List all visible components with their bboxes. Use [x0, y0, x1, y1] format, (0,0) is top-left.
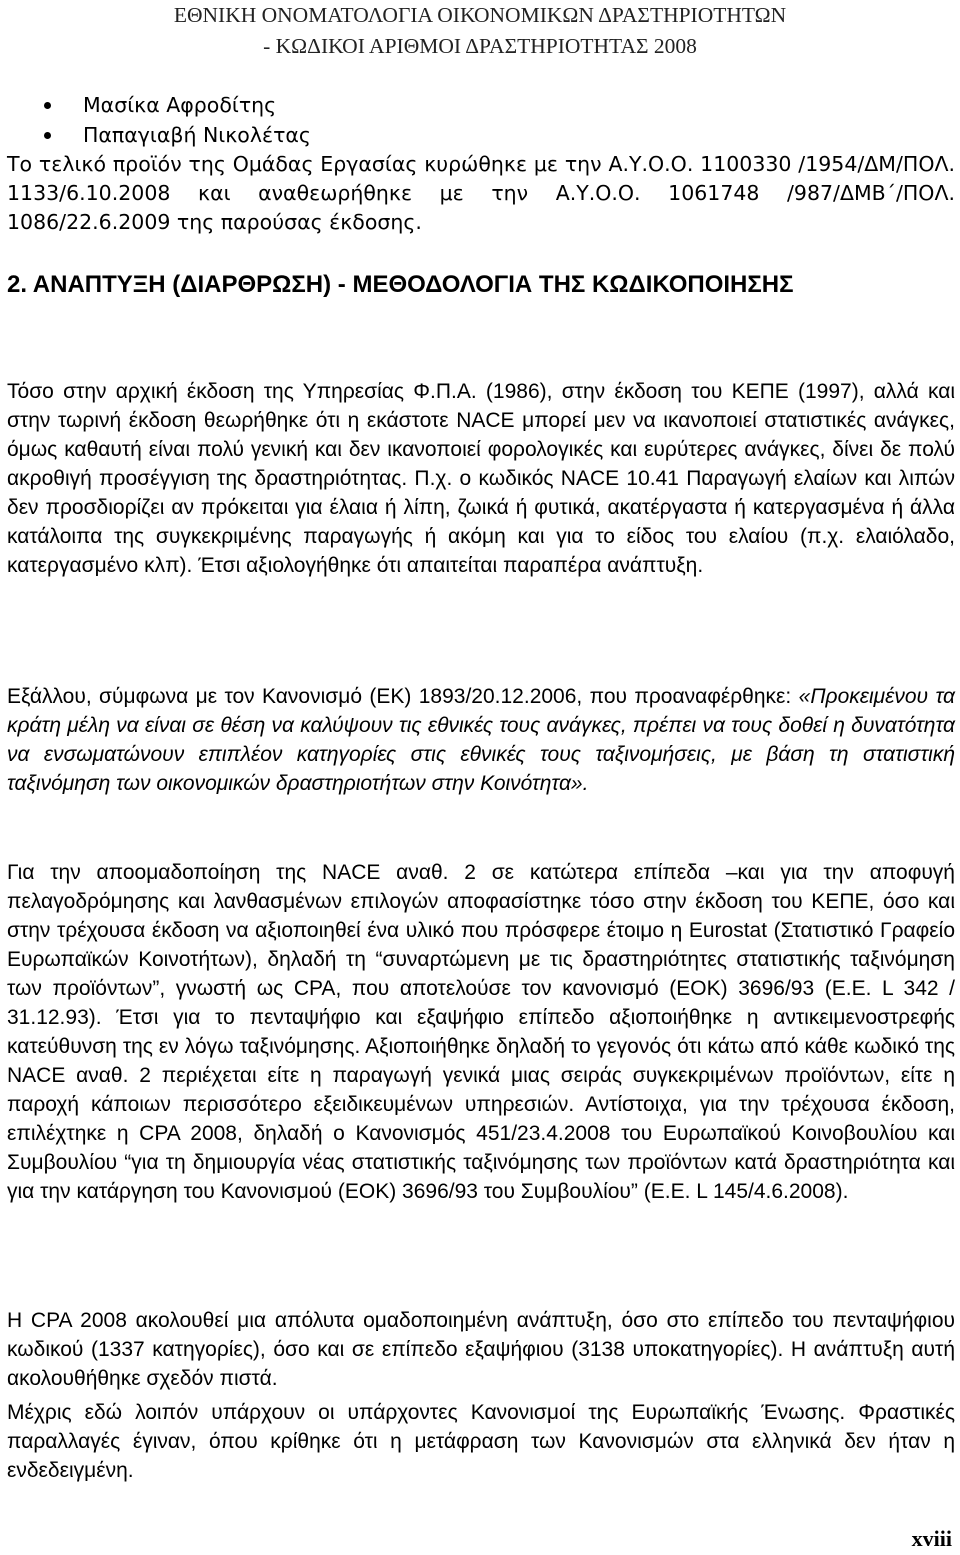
paragraph-4: Η CPA 2008 ακολουθεί μια απόλυτα ομαδοποιημένη ανάπτυξη, όσο στο επίπεδο του πενταψήφιου κωδικού (1337 κατηγορίες), όσο και σε επίπεδο εξαψήφιου (3138 υποκατηγορίες). Η ανάπτυξη αυτή ακολουθήθηκε σχεδόν πιστά. — [7, 1309, 955, 1390]
bullet-list — [0, 90, 960, 150]
paragraph-2 — [7, 682, 955, 798]
page-number: xviii — [911, 1526, 952, 1551]
bullet-icon — [44, 132, 51, 139]
header-line-1: ΕΘΝΙΚΗ ΟΝΟΜΑΤΟΛΟΓΙΑ ΟΙΚΟΝΟΜΙΚΩΝ ΔΡΑΣΤΗΡΙΟΤΗΤΩΝ — [173, 3, 787, 27]
list-item — [0, 90, 960, 120]
bullet-icon — [44, 102, 51, 109]
list-item-text: Μασίκα Αφροδίτης — [83, 93, 277, 117]
section-heading: 2. ΑΝΑΠΤΥΞΗ (ΔΙΑΡΘΡΩΣΗ) - ΜΕΘΟΔΟΛΟΓΙΑ ΤΗΣ ΚΩΔΙΚΟΠΟΙΗΣΗΣ — [7, 271, 794, 298]
paragraph-1: Τόσο στην αρχική έκδοση της Υπηρεσίας Φ.Π.Α. (1986), στην έκδοση του ΚΕΠΕ (1997), αλλά και στην τωρινή έκδοση θεωρήθηκε ότι η εκάστοτε NACE μπορεί μεν να ικανοποιεί στατιστικές ανάγκες, όμως καθαυτή είναι πολύ γενική και δεν ικανοποιεί φορολογικές και ευρύτερες ανάγκες, δίνει δε πολύ ακροθιγή προσέγγιση της δραστηριότητας. Π.χ. ο κωδικός NACE 10.41 Παραγωγή ελαίων και λιπών δεν προσδιορίζει αν πρόκειται για έλαια ή λίπη, ζωικά ή φυτικά, ακατέργαστα ή κατεργασμένα ή άλλα κατάλοιπα της συγκεκριμένης παραγωγής ή ακόμη και για το είδος του ελαίου (π.χ. ελαιόλαδο, κατεργασμένο κλπ). Έτσι αξιολογήθηκε ότι απαιτείται παραπέρα ανάπτυξη. — [7, 380, 955, 577]
list-item-text: Παπαγιαβή Νικολέτας — [83, 123, 311, 147]
header-line-2: - ΚΩΔΙΚΟΙ ΑΡΙΘΜΟΙ ΔΡΑΣΤΗΡΙΟΤΗΤΑΣ 2008 — [263, 34, 697, 58]
paragraph-3: Για την αποομαδοποίηση της NACE αναθ. 2 σε κατώτερα επίπεδα –και για την αποφυγή πελαγοδρόμησης και λανθασμένων επιλογών αποφασίστηκε τόσο στην έκδοση του ΚΕΠΕ, όσο και στην τρέχουσα έκδοση να αξιοποιηθεί ένα υλικό που πρόσφερε έτοιμο η Eurostat (Στατιστικό Γραφείο Ευρωπαϊκών Κοινοτήτων), δηλαδή τη “συναρτώμενη με τις δραστηριότητες στατιστικής ταξινόμηση των προϊόντων”, γνωστή ως CPA, που αποτελούσε τον κανονισμό (ΕΟΚ) 3696/93 (Ε.Ε. L 342 / 31.12.93). Έτσι για το πενταψήφιο και εξαψήφιο επίπεδο αξιοποιήθηκε η αντικειμενοστρεφής κατεύθυνση της εν λόγω ταξινόμησης. Αξιοποιήθηκε δηλαδή το γεγονός ότι κάτω από κάθε κωδικό της NACE αναθ. 2 περιέχεται είτε η παραγωγή γενικά μιας σειράς συγκεκριμένων προϊόντων, είτε η παροχή κάποιων περισσότερο εξειδικευμένων υπηρεσιών. Αντίστοιχα, για την τρέχουσα έκδοση, επιλέχτηκε η CPA 2008, δηλαδή ο Κανονισμός 451/23.4.2008 του Ευρωπαϊκού Κοινοβουλίου και Συμβουλίου “για τη δημιουργία νέας στατιστικής ταξινόμησης των προϊόντων κατά δραστηριότητα και για την κατάργηση του Κανονισμού (ΕΟΚ) 3696/93 του Συμβουλίου” (Ε.Ε. L 145/4.6.2008). — [7, 861, 955, 1203]
list-item — [0, 120, 960, 150]
paragraph-2-lead: Εξάλλου, σύμφωνα με τον Κανονισμό (ΕΚ) 1893/20.12.2006, που προαναφέρθηκε: — [7, 685, 792, 708]
regulation-quote: «Προκειμένου τα κράτη μέλη να είναι σε θέση να καλύψουν τις εθνικές τους ανάγκες, πρέπει να τους δοθεί η δυνατότητα να ενσωματώνουν επιπλέον κατηγορίες στις εθνικές τους ταξινομήσεις, με βάση τη στατιστική ταξινόμηση των οικονομικών δραστηριοτήτων στην Κοινότητα». — [7, 685, 956, 795]
running-header — [30, 0, 930, 62]
intro-paragraph: Το τελικό προϊόν της Ομάδας Εργασίας κυρώθηκε με την Α.Υ.Ο.Ο. 1100330 /1954/ΔΜ/ΠΟΛ. 1133/6.10.2008 και αναθεωρήθηκε με την Α.Υ.Ο.Ο. 1061748 /987/ΔΜΒ΄/ΠΟΛ. 1086/22.6.2009 της παρούσας έκδοσης. — [7, 152, 955, 235]
paragraph-5: Μέχρις εδώ λοιπόν υπάρχουν οι υπάρχοντες Κανονισμοί της Ευρωπαϊκής Ένωσης. Φραστικές παραλλαγές έγιναν, όπου κρίθηκε ότι η μετάφραση των Κανονισμών στα ελληνικά δεν ήταν η ενδεδειγμένη. — [7, 1401, 955, 1482]
